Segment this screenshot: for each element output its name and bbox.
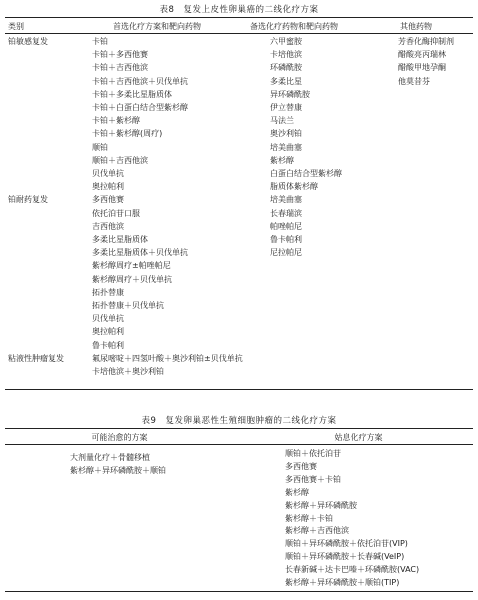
curative-regimen: 大剂量化疗＋骨髓移植 — [70, 453, 150, 462]
preferred-regimen: 拓扑替康＋贝伐单抗 — [92, 301, 164, 310]
table8-header-other: 其他药物 — [400, 22, 432, 31]
preferred-regimen: 紫杉醇周疗＋贝伐单抗 — [92, 274, 172, 284]
category-label: 铂耐药复发 — [8, 195, 48, 205]
preferred-regimen: 顺铂 — [92, 142, 108, 152]
table8-header-alternative: 备选化疗药物和靶向药物 — [250, 22, 338, 31]
palliative-regimen: 多西他赛 — [285, 461, 317, 471]
preferred-regimen: 紫杉醇周疗±帕唑帕尼 — [92, 261, 171, 271]
preferred-regimen: 多西他赛 — [92, 195, 124, 205]
preferred-regimen: 贝伐单抗 — [92, 314, 124, 324]
table9-top-rule — [5, 428, 473, 429]
palliative-regimen: 紫杉醇＋吉西他滨 — [285, 526, 349, 536]
table8-header-rule — [5, 33, 473, 34]
alternative-drug: 异环磷酰胺 — [270, 89, 310, 99]
alternative-drug: 白蛋白结合型紫杉醇 — [270, 169, 342, 178]
preferred-regimen: 拓扑替康 — [92, 287, 124, 297]
palliative-regimen: 紫杉醇＋异环磷酰胺＋顺铂(TIP) — [285, 578, 400, 587]
palliative-regimen: 顺铂＋异环磷酰胺＋长春碱(VeIP) — [285, 552, 405, 562]
preferred-regimen: 卡铂＋吉西他滨＋贝伐单抗 — [92, 76, 188, 86]
alternative-drug: 马法兰 — [270, 116, 294, 126]
alternative-drug: 培美曲塞 — [270, 142, 302, 152]
table9-header-palliative: 姑息化疗方案 — [334, 433, 383, 442]
preferred-regimen: 卡铂＋白蛋白结合型紫杉醇 — [92, 103, 188, 112]
alternative-drug: 多柔比星 — [270, 76, 302, 86]
other-drug: 芳香化酶抑制剂 — [398, 37, 454, 46]
palliative-regimen: 顺铂＋异环磷酰胺＋依托泊苷(VIP) — [285, 539, 408, 549]
preferred-regimen: 卡铂＋多西他赛 — [92, 50, 148, 60]
table8-header-category: 类别 — [8, 22, 24, 31]
alternative-drug: 六甲蜜胺 — [270, 37, 302, 46]
table9-title: 表9 复发卵巢恶性生殖细胞肿瘤的二线化疗方案 — [141, 416, 337, 426]
preferred-regimen: 奥拉帕利 — [92, 327, 124, 337]
alternative-drug: 卡培他滨 — [270, 50, 302, 60]
palliative-regimen: 长春新碱＋达卡巴嗪＋环磷酰胺(VAC) — [285, 565, 420, 575]
table8-header-preferred: 首选化疗方案和靶向药物 — [113, 22, 201, 31]
curative-regimen: 紫杉醇＋异环磷酰胺＋顺铂 — [70, 465, 166, 475]
table8-title: 表8 复发上皮性卵巢癌的二线化疗方案 — [159, 5, 319, 15]
alternative-drug: 尼拉帕尼 — [270, 248, 302, 258]
other-drug: 醋酸甲地孕酮 — [398, 63, 446, 73]
preferred-regimen: 依托泊苷口服 — [92, 208, 140, 218]
table9-bottom-rule — [5, 591, 473, 592]
preferred-regimen: 多柔比星脂质体 — [92, 235, 148, 244]
category-label: 铂敏感复发 — [8, 37, 48, 46]
palliative-regimen: 紫杉醇 — [285, 487, 309, 497]
preferred-regimen: 多柔比星脂质体＋贝伐单抗 — [92, 248, 188, 258]
preferred-regimen: 鲁卡帕利 — [92, 340, 124, 350]
table8-bottom-rule — [5, 389, 473, 390]
other-drug: 他莫昔芬 — [398, 76, 430, 86]
palliative-regimen: 紫杉醇＋卡铂 — [285, 513, 333, 523]
table9-header-rule — [5, 444, 473, 445]
preferred-regimen: 卡培他滨＋奥沙利铂 — [92, 367, 164, 376]
preferred-regimen: 卡铂＋紫杉醇 — [92, 116, 140, 126]
alternative-drug: 脂质体紫杉醇 — [270, 182, 318, 192]
preferred-regimen: 卡铂＋吉西他滨 — [92, 63, 148, 73]
alternative-drug: 环磷酰胺 — [270, 63, 302, 73]
alternative-drug: 奥沙利铂 — [270, 129, 302, 139]
table8-top-rule — [5, 17, 473, 18]
category-label: 粘液性肿瘤复发 — [8, 353, 64, 363]
alternative-drug: 鲁卡帕利 — [270, 235, 302, 244]
alternative-drug: 紫杉醇 — [270, 155, 294, 165]
alternative-drug: 帕唑帕尼 — [270, 221, 302, 231]
palliative-regimen: 多西他赛＋卡铂 — [285, 474, 341, 484]
preferred-regimen: 卡铂 — [92, 37, 108, 46]
table9-header-curative: 可能治愈的方案 — [91, 433, 148, 442]
preferred-regimen: 氟尿嘧啶＋四氢叶酸＋奥沙利铂±贝伐单抗 — [92, 353, 243, 363]
alternative-drug: 长春瑞滨 — [270, 208, 302, 218]
preferred-regimen: 顺铂＋吉西他滨 — [92, 155, 148, 165]
palliative-regimen: 紫杉醇＋异环磷酰胺 — [285, 500, 357, 510]
preferred-regimen: 吉西他滨 — [92, 221, 124, 231]
other-drug: 醋酸亮丙瑞林 — [398, 50, 446, 60]
palliative-regimen: 顺铂＋依托泊苷 — [285, 449, 341, 458]
preferred-regimen: 贝伐单抗 — [92, 169, 124, 178]
alternative-drug: 培美曲塞 — [270, 195, 302, 205]
preferred-regimen: 卡铂＋紫杉醇(周疗) — [92, 129, 163, 139]
preferred-regimen: 卡铂＋多柔比星脂质体 — [92, 89, 172, 99]
preferred-regimen: 奥拉帕利 — [92, 182, 124, 192]
alternative-drug: 伊立替康 — [270, 103, 302, 112]
